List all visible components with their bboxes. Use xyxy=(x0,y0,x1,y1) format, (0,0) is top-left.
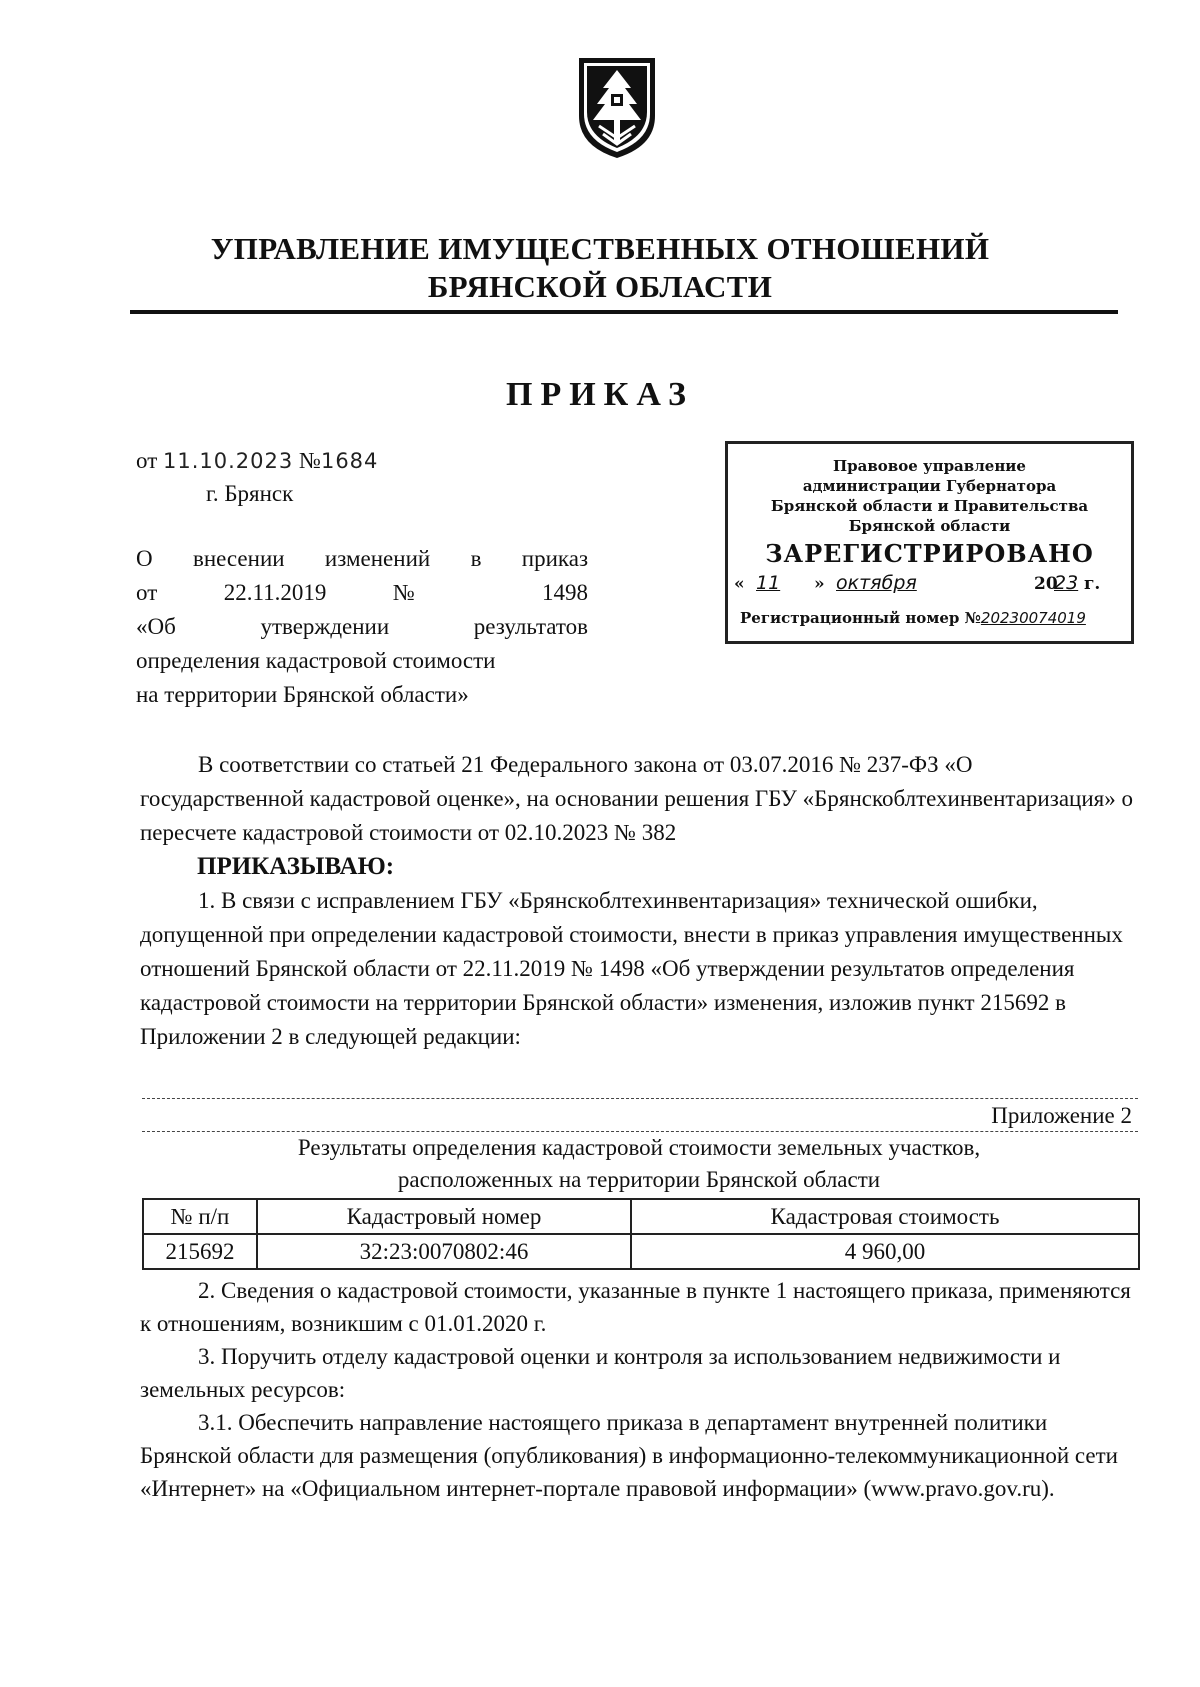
subject-line-1 xyxy=(136,542,588,576)
subject-word: приказ xyxy=(521,546,589,571)
subject-word: 22.11.2019 xyxy=(223,580,327,605)
appendix-title-line1: Результаты определения кадастровой стоимости земельных участков, xyxy=(297,1135,981,1160)
order-date-handwritten: 11.10.2023 xyxy=(163,449,294,473)
table-cell: 32:23:0070802:46 xyxy=(257,1234,631,1269)
subject-line-5: на территории Брянской области» xyxy=(136,682,469,707)
stamp-line-1: Правовое управление xyxy=(833,457,1026,475)
subject-word: № xyxy=(392,580,476,605)
stamp-date-quote: » xyxy=(814,574,825,594)
paragraph-1: 1. В связи с исправлением ГБУ «Брянскоблтехинвентаризация» технической ошибки, допущенной при определении кадастровой стоимости, внести в приказ управления имущественных отношений Брянской области от 22.11.2019 № 1498 «Об утверждении результатов определения кадастровой стоимости на территории Брянской области» изменения, изложив пункт 215692 в Приложении 2 в следующей редакции: xyxy=(140,888,1123,1049)
column-header: Кадастровый номер xyxy=(257,1199,631,1234)
table-cell: 215692 xyxy=(143,1234,257,1269)
organization-name-line1: УПРАВЛЕНИЕ ИМУЩЕСТВЕННЫХ ОТНОШЕНИЙ xyxy=(210,231,990,266)
appendix-title-line2: расположенных на территории Брянской области xyxy=(397,1167,881,1192)
stamp-registration-number xyxy=(740,609,1086,627)
stamp-date xyxy=(728,574,1131,606)
order-subject xyxy=(136,542,588,712)
preamble-paragraph: В соответствии со статьей 21 Федерального закона от 03.07.2016 № 237-ФЗ «О государственной кадастровой оценке», на основании решения ГБУ «Брянскоблтехинвентаризация» о пересчете кадастровой стоимости от 02.10.2023 № 382 xyxy=(140,752,1133,845)
stamp-line-4: Брянской области xyxy=(848,517,1011,535)
table-row xyxy=(143,1234,1139,1269)
cadastral-value-table xyxy=(142,1198,1140,1270)
order-word: ПРИКАЗЫВАЮ: xyxy=(197,853,395,880)
paragraph-2: 2. Сведения о кадастровой стоимости, указанные в пункте 1 настоящего приказа, применяются к отношениям, возникшим с 01.01.2020 г. xyxy=(140,1278,1131,1336)
stamp-regno-value: 20230074019 xyxy=(980,609,1086,627)
organization-name-line2: БРЯНСКОЙ ОБЛАСТИ xyxy=(427,269,773,304)
stamp-date-year-unit: г. xyxy=(1084,574,1101,594)
subject-word: утверждении xyxy=(260,614,390,639)
stamp-regno-label: Регистрационный номер № xyxy=(740,609,981,627)
stamp-date-month: октября xyxy=(836,572,917,594)
order-body-continued xyxy=(140,1274,1138,1505)
stamp-date-year-suffix: 23 xyxy=(1054,572,1079,594)
date-prefix: от xyxy=(136,448,158,473)
order-body xyxy=(140,748,1138,1054)
stamp-date-day: 11 xyxy=(756,572,781,594)
city: г. Брянск xyxy=(206,481,294,506)
paragraph-3: 3. Поручить отделу кадастровой оценки и контроля за использованием недвижимости и земельных ресурсов: xyxy=(140,1344,1061,1402)
subject-word: О xyxy=(136,546,153,571)
stamp-line-3: Брянской области и Правительства xyxy=(770,497,1089,515)
paragraph-3-1: 3.1. Обеспечить направление настоящего приказа в департамент внутренней политики Брянской области для размещения (опубликования) в информационно-телекоммуникационной сети «Интернет» на «Официальном интернет-портале правовой информации» (www.pravo.gov.ru). xyxy=(140,1410,1118,1501)
coat-of-arms-emblem xyxy=(575,54,659,162)
subject-line-2 xyxy=(136,576,588,610)
subject-word: результатов xyxy=(473,614,589,639)
subject-word: от xyxy=(136,580,158,605)
subject-word: в xyxy=(470,546,482,571)
number-prefix: № xyxy=(299,448,321,473)
table-cell: 4 960,00 xyxy=(631,1234,1139,1269)
order-number-handwritten: 1684 xyxy=(320,449,379,473)
header-rule xyxy=(130,310,1118,314)
stamp-date-quote: « xyxy=(734,574,745,594)
stamp-line-2: администрации Губернатора xyxy=(802,477,1057,495)
stamp-date-year-prefix: 20 xyxy=(1034,574,1058,594)
subject-line-4: определения кадастровой стоимости xyxy=(136,648,496,673)
appendix-label: Приложение 2 xyxy=(991,1103,1132,1128)
stamp-registered-label: ЗАРЕГИСТРИРОВАНО xyxy=(765,539,1094,568)
subject-word: изменений xyxy=(324,546,431,571)
organization-name xyxy=(0,230,1200,306)
registration-stamp xyxy=(725,441,1134,644)
subject-word: внесении xyxy=(192,546,285,571)
appendix-header xyxy=(140,1100,1138,1196)
document-type: ПРИКАЗ xyxy=(506,376,694,413)
subject-word: 1498 xyxy=(542,580,589,605)
table-header-row xyxy=(143,1199,1139,1234)
order-date-line xyxy=(136,448,378,474)
column-header: № п/п xyxy=(143,1199,257,1234)
column-header: Кадастровая стоимость xyxy=(631,1199,1139,1234)
subject-word: «Об xyxy=(136,614,176,639)
subject-line-3 xyxy=(136,610,588,644)
